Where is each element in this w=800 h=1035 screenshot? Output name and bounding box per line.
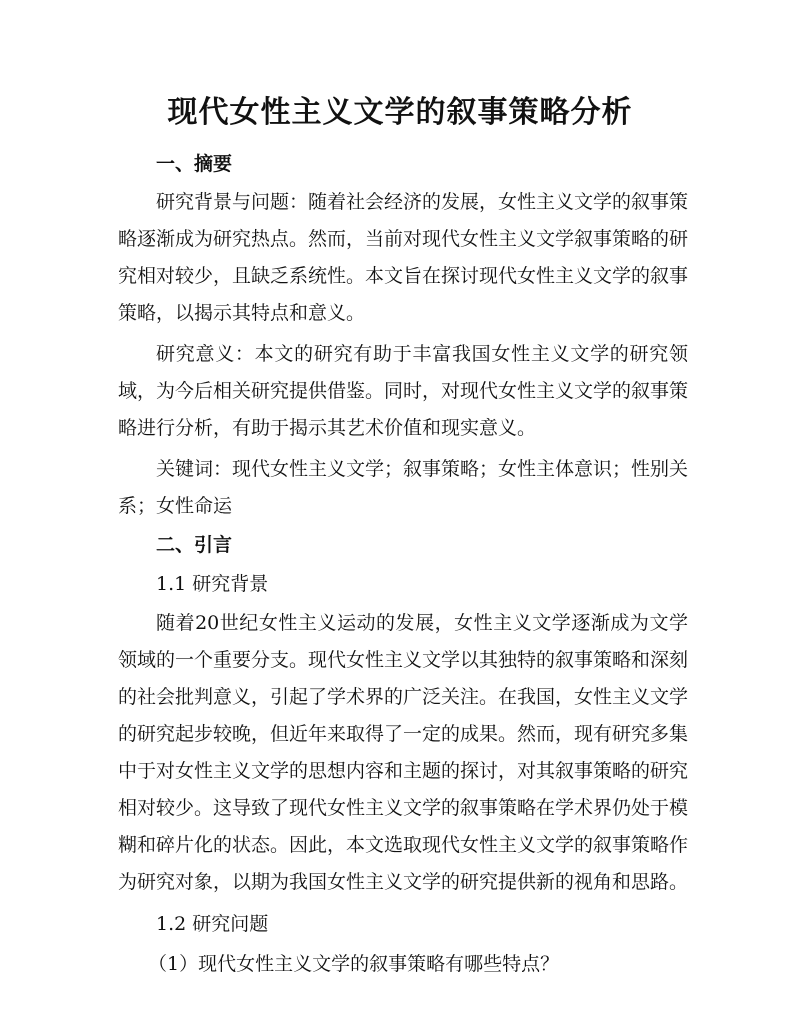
document-title: 现代女性主义文学的叙事策略分析 [167, 95, 633, 130]
background-paragraph: 随着20世纪女性主义运动的发展，女性主义文学逐渐成为文学领域的一个重要分支。现代女性主义文学以其独特的叙事策略和深刻的社会批判意义，引起了学术界的广泛关注。在我国，女性主义文学的研究起步较晚，但近年来取得了一定的成果。然而，现有研究多集中于对女性主义文学的思想内容和主题的探讨，对其叙事策略的研究相对较少。这导致了现代女性主义文学的叙事策略在学术界仍处于模糊和碎片化的状态。因此，本文选取现代女性主义文学的叙事策略作为研究对象，以期为我国女性主义文学的研究提供新的视角和思路。 [118, 612, 689, 893]
research-question-item: （1）现代女性主义文学的叙事策略有哪些特点？ [148, 953, 560, 975]
section-heading-abstract: 一、摘要 [156, 153, 233, 175]
keywords-paragraph: 关键词：现代女性主义文学；叙事策略；女性主体意识；性别关系；女性命运 [118, 458, 689, 517]
subsection-heading-background: 1.1 研究背景 [156, 573, 269, 595]
abstract-background-paragraph: 研究背景与问题：随着社会经济的发展，女性主义文学的叙事策略逐渐成为研究热点。然而，当前对现代女性主义文学叙事策略的研究相对较少，且缺乏系统性。本文旨在探讨现代女性主义文学的叙事策略，以揭示其特点和意义。 [118, 191, 689, 324]
subsection-heading-research-questions: 1.2 研究问题 [156, 913, 269, 935]
abstract-significance-paragraph: 研究意义：本文的研究有助于丰富我国女性主义文学的研究领域，为今后相关研究提供借鉴。同时，对现代女性主义文学的叙事策略进行分析，有助于揭示其艺术价值和现实意义。 [118, 343, 689, 439]
document-body [118, 146, 688, 983]
section-heading-introduction: 二、引言 [156, 534, 233, 556]
